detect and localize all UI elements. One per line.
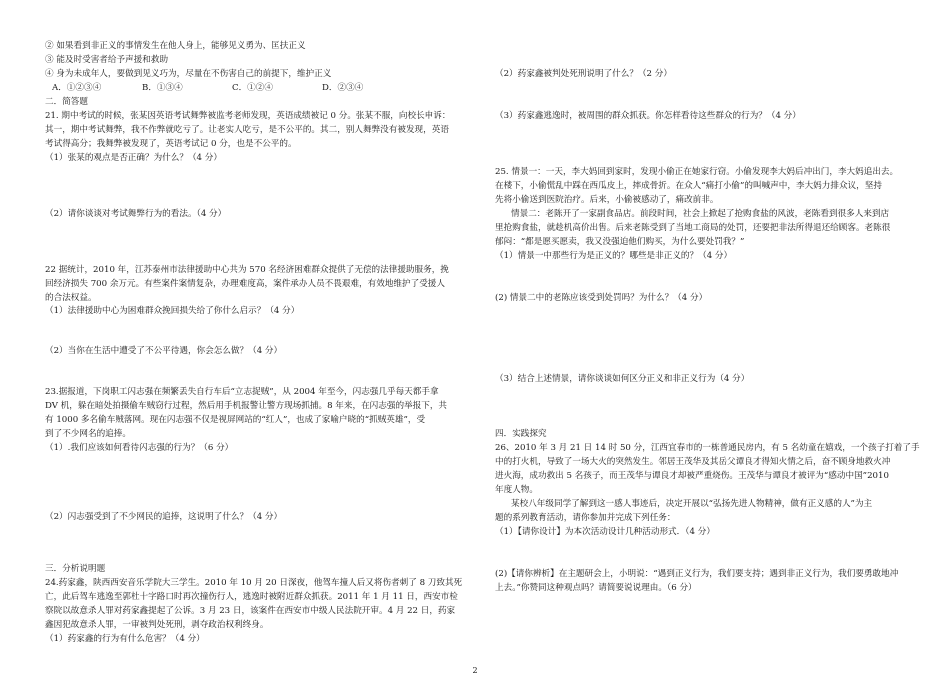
q25-scene2-line-3: 郁闷：“都是愿买愿卖，我又没强迫他们购买，为什么要处罚我？” — [495, 237, 745, 247]
q21-line-1: 21. 期中考试的时候，张某因英语考试舞弊被监考老师发现，英语成绩被记 0 分。张某不服，向校长申诉： — [45, 111, 451, 121]
q26-sub-2-line-1: (2)【请你辨析】在主题研会上，小明说：“遇到正义行为，我们要支持；遇到非正义行为，我们要勇敢地冲 — [495, 569, 899, 579]
q25-scene2-line-2: 里抢购食盐，就趁机高价出售。后来老陈受到了当地工商局的处罚，还要把非法所得退还给顾客。老陈很 — [495, 223, 891, 233]
choice-c: C．①②④ — [232, 83, 273, 93]
q26-task-line-1: 某校八年级同学了解到这一感人事迹后，决定开展以“弘扬先进人物精神，做有正义感的人”为主 — [511, 499, 873, 509]
q23-line-4: 到了不少网名的追捧。 — [45, 429, 131, 439]
q25-sub-2: (2) 情景二中的老陈应该受到处罚吗？为什么？（4 分） — [495, 293, 708, 303]
q23-line-3: 有 1000 多名偷车贼落网。现在闪志强不仅是视屏网站的“红人”，也成了家喻户晓的“抓贼英雄”，受 — [45, 415, 426, 425]
choice-d: D．②③④ — [322, 83, 364, 93]
q25-sub-1: （1）情景一中那些行为是正义的？哪些是非正义的？（4 分） — [495, 251, 733, 261]
q24-sub-3: （3）药家鑫逃逸时，被周围的群众抓获。你怎样看待这些群众的行为？（4 分） — [495, 111, 801, 121]
q26-line-2: 中的打火机，导致了一场大火的突然发生。邻居王茂华及其岳父谭良才得知火情之后，奋不顾身地救火冲 — [495, 457, 891, 467]
section-4-heading: 四．实践探究 — [495, 429, 547, 439]
choice-a: A．①②③④ — [52, 83, 102, 93]
q21-sub-1: （1）张某的观点是否正确？为什么？（4 分） — [45, 153, 222, 163]
q25-line-3: 先将小偷送到医院治疗。后来，小偷被感动了，痛改前非。 — [495, 195, 719, 205]
q21-line-2: 其一，期中考试舞弊，我不作弊就吃亏了。让老实人吃亏，是不公平的。其二，别人舞弊没有被发现，英语 — [45, 125, 449, 135]
q24-line-2: 亡，此后驾车逃逸至郭杜十字路口时再次撞伤行人，逃逸时被附近群众抓获。2011 年 1 月 11 日，西安市检 — [45, 592, 458, 602]
q22-line-1: 22 据统计，2010 年，江苏泰州市法律援助中心共为 570 名经济困难群众提供了无偿的法律援助服务，挽 — [45, 265, 449, 275]
option-2-text: ② 如果看到非正义的事情发生在他人身上，能够见义勇为、匡扶正义 — [45, 41, 306, 51]
option-4-text: ④ 身为未成年人，要做到见义巧为，尽量在不伤害自己的前提下，维护正义 — [45, 69, 332, 79]
choice-b: B．①③④ — [142, 83, 183, 93]
q25-line-1: 25. 情景一：一天，李大妈回到家时，发现小偷正在她家行窃。小偷发现李大妈后冲出门，李大妈追出去。 — [495, 167, 899, 177]
q26-sub-2-line-2: 上去。”你赞同这种观点吗？请简要说说理由。（6 分） — [495, 583, 697, 593]
q22-sub-1: （1）法律援助中心为困难群众挽回损失给了你什么启示？（4 分） — [45, 306, 300, 316]
q26-sub-1: （1）【请你设计】为本次活动设计几种活动形式．（4 分） — [495, 527, 715, 537]
q23-sub-2: （2）闪志强受到了不少网民的追捧，这说明了什么？（4 分） — [45, 512, 283, 522]
q22-line-2: 回经济损失 700 余万元。有些案件案情复杂，办理难度高，案件承办人员不畏艰难，有效地维护了受援人 — [45, 279, 445, 289]
section-2-heading: 二．简答题 — [45, 97, 88, 107]
q26-line-4: 年度人物。 — [495, 485, 538, 495]
q23-line-2: DV 机，躲在暗处拍摄偷车贼窃行过程，然后用手机报警让警方现场抓捕。8 年来，在闪志强的举报下，共 — [45, 401, 448, 411]
q21-line-3: 考试得高分；我舞弊被发现了，英语考试记 0 分，也是不公平的。 — [45, 139, 297, 149]
q22-sub-2: （2）当你在生活中遭受了不公平待遇，你会怎么做？（4 分） — [45, 346, 283, 356]
q24-line-3: 察院以故意杀人罪对药家鑫提起了公诉。3 月 23 日，该案件在西安市中级人民法院开审。4 月 22 日，药家 — [45, 606, 456, 616]
q21-sub-2: （2）请你谈谈对考试舞弊行为的看法。（4 分） — [45, 209, 227, 219]
q26-line-1: 26、2010 年 3 月 21 日 14 时 50 分，江西宜春市的一栋普通民房内，有 5 名幼童在嬉戏，一个孩子打着了手 — [495, 443, 920, 453]
q26-task-line-2: 题的系列教育活动，请你参加并完成下列任务： — [495, 513, 676, 523]
q24-line-4: 鑫因犯故意杀人罪，一审被判处死刑，剥夺政治权利终身。 — [45, 620, 269, 630]
q25-sub-3: （3）结合上述情景，请你谈谈如何区分正义和非正义行为（4 分） — [495, 374, 750, 384]
answer-choices — [52, 82, 432, 95]
option-3-text: ③ 能及时受害者给予声援和救助 — [45, 55, 169, 65]
q24-line-1: 24.药家鑫，陕西西安音乐学院大三学生。2010 年 10 月 20 日深夜，他驾车撞人后又将伤者刺了 8 刀致其死 — [45, 578, 463, 588]
q23-line-1: 23.据报道，下岗职工闪志强在频繁丢失自行车后“立志捉贼”，从 2004 年至今，闪志强几乎每天都手拿 — [45, 387, 439, 397]
q22-line-3: 的合法权益。 — [45, 293, 97, 303]
q26-line-3: 进火海，成功救出 5 名孩子，而王茂华与谭良才却被严重烧伤。王茂华与谭良才被评为“感动中国”2010 — [495, 471, 889, 481]
q24-sub-2: （2）药家鑫被判处死刑说明了什么？（2 分） — [495, 69, 672, 79]
q25-line-2: 在楼下，小偷慌乱中踩在西瓜皮上，摔成骨折。在众人“痛打小偷”的叫喊声中，李大妈力排众议，坚持 — [495, 181, 882, 191]
q24-sub-1: （1）药家鑫的行为有什么危害？（4 分） — [45, 634, 205, 644]
q23-sub-1: （1）.我们应该如何看待闪志强的行为？（6 分） — [45, 443, 234, 453]
q25-scene2-line-1: 情景二：老陈开了一家副食品店。前段时间，社会上掀起了抢购食盐的风波，老陈看到很多人来到店 — [511, 209, 890, 219]
page-number: 2 — [472, 666, 478, 675]
section-3-heading: 三．分析说明题 — [45, 564, 106, 574]
